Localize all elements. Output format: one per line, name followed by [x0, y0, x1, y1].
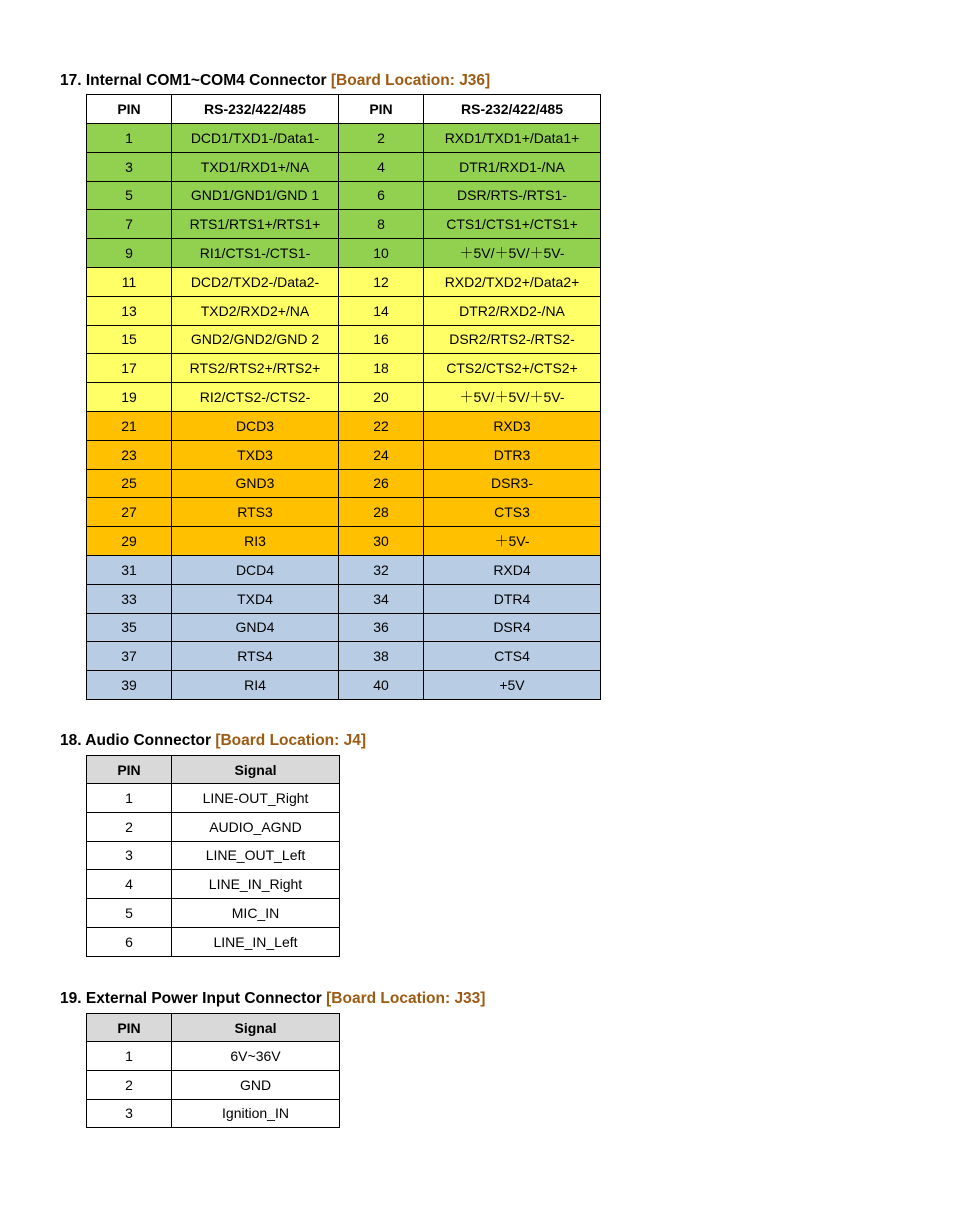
pin-cell: 10 — [339, 239, 424, 268]
table-row — [87, 267, 601, 296]
pin-cell: 3 — [87, 1099, 172, 1128]
signal-cell: CTS3 — [424, 498, 601, 527]
signal-cell: DCD3 — [172, 411, 339, 440]
section-18-location: [Board Location: J4] — [215, 732, 367, 749]
signal-cell: TXD3 — [172, 440, 339, 469]
table-row — [87, 642, 601, 671]
section-19-title — [60, 990, 485, 1008]
table-row — [87, 325, 601, 354]
signal-cell: RTS4 — [172, 642, 339, 671]
table-row — [87, 239, 601, 268]
section-17-heading: 17. Internal COM1~COM4 Connector — [60, 72, 327, 89]
table-row — [87, 1099, 340, 1128]
pin-cell: 34 — [339, 584, 424, 613]
pin-cell: 32 — [339, 555, 424, 584]
table-row — [87, 927, 340, 956]
table-row — [87, 440, 601, 469]
audio-header-pin: PIN — [87, 756, 172, 784]
audio-header-signal: Signal — [172, 756, 340, 784]
pin-cell: 37 — [87, 642, 172, 671]
power-header-pin: PIN — [87, 1014, 172, 1042]
signal-cell: RI3 — [172, 527, 339, 556]
pin-cell: 24 — [339, 440, 424, 469]
pin-cell: 31 — [87, 555, 172, 584]
signal-cell: DTR1/RXD1-/NA — [424, 152, 601, 181]
signal-cell: CTS2/CTS2+/CTS2+ — [424, 354, 601, 383]
table-row — [87, 870, 340, 899]
pin-cell: 9 — [87, 239, 172, 268]
section-19-heading: 19. External Power Input Connector — [60, 990, 322, 1007]
table-row — [87, 411, 601, 440]
table-row — [87, 784, 340, 813]
pin-cell: 22 — [339, 411, 424, 440]
signal-cell: GND4 — [172, 613, 339, 642]
signal-cell: ＋5V/＋5V/＋5V- — [424, 239, 601, 268]
table-row — [87, 527, 601, 556]
signal-cell: DSR3- — [424, 469, 601, 498]
pin-cell: 17 — [87, 354, 172, 383]
signal-cell: RTS1/RTS1+/RTS1+ — [172, 210, 339, 239]
signal-cell: CTS4 — [424, 642, 601, 671]
signal-cell: DTR4 — [424, 584, 601, 613]
pin-cell: 5 — [87, 899, 172, 928]
section-18-title — [60, 732, 366, 750]
pin-cell: 27 — [87, 498, 172, 527]
table-row — [87, 354, 601, 383]
signal-cell: DCD2/TXD2-/Data2- — [172, 267, 339, 296]
signal-cell: Ignition_IN — [172, 1099, 340, 1128]
table-row — [87, 210, 601, 239]
pin-cell: 1 — [87, 124, 172, 153]
pin-cell: 7 — [87, 210, 172, 239]
pin-cell: 29 — [87, 527, 172, 556]
pin-cell: 6 — [339, 181, 424, 210]
pin-cell: 36 — [339, 613, 424, 642]
signal-cell: RTS3 — [172, 498, 339, 527]
signal-cell: GND2/GND2/GND 2 — [172, 325, 339, 354]
signal-cell: RI1/CTS1-/CTS1- — [172, 239, 339, 268]
signal-cell: TXD1/RXD1+/NA — [172, 152, 339, 181]
pin-cell: 38 — [339, 642, 424, 671]
signal-cell: LINE_IN_Left — [172, 927, 340, 956]
pin-cell: 4 — [339, 152, 424, 181]
audio-connector-table — [86, 755, 340, 957]
header-pin-b: PIN — [339, 95, 424, 124]
table-row — [87, 841, 340, 870]
pin-cell: 21 — [87, 411, 172, 440]
table-row — [87, 1070, 340, 1099]
pin-cell: 8 — [339, 210, 424, 239]
pin-cell: 14 — [339, 296, 424, 325]
table-row — [87, 296, 601, 325]
signal-cell: LINE_OUT_Left — [172, 841, 340, 870]
signal-cell: DCD1/TXD1-/Data1- — [172, 124, 339, 153]
table-row — [87, 383, 601, 412]
signal-cell: DSR2/RTS2-/RTS2- — [424, 325, 601, 354]
signal-cell: TXD4 — [172, 584, 339, 613]
pin-cell: 19 — [87, 383, 172, 412]
signal-cell: GND1/GND1/GND 1 — [172, 181, 339, 210]
power-table-body — [87, 1042, 340, 1128]
com-connector-table — [86, 94, 601, 700]
pin-cell: 11 — [87, 267, 172, 296]
signal-cell: RI4 — [172, 671, 339, 700]
pin-cell: 3 — [87, 841, 172, 870]
pin-cell: 35 — [87, 613, 172, 642]
header-pin-a: PIN — [87, 95, 172, 124]
section-17-title — [60, 72, 490, 90]
table-row — [87, 812, 340, 841]
audio-table-body — [87, 784, 340, 957]
section-18-heading: 18. Audio Connector — [60, 732, 211, 749]
signal-cell: GND — [172, 1070, 340, 1099]
signal-cell: MIC_IN — [172, 899, 340, 928]
pin-cell: 26 — [339, 469, 424, 498]
table-row — [87, 181, 601, 210]
signal-cell: TXD2/RXD2+/NA — [172, 296, 339, 325]
power-header-signal: Signal — [172, 1014, 340, 1042]
signal-cell: LINE_IN_Right — [172, 870, 340, 899]
pin-cell: 20 — [339, 383, 424, 412]
pin-cell: 33 — [87, 584, 172, 613]
table-row — [87, 671, 601, 700]
signal-cell: ＋5V/＋5V/＋5V- — [424, 383, 601, 412]
section-19-location: [Board Location: J33] — [326, 990, 486, 1007]
pin-cell: 30 — [339, 527, 424, 556]
signal-cell: AUDIO_AGND — [172, 812, 340, 841]
pin-cell: 18 — [339, 354, 424, 383]
table-row — [87, 555, 601, 584]
signal-cell: GND3 — [172, 469, 339, 498]
pin-cell: 2 — [339, 124, 424, 153]
table-row — [87, 124, 601, 153]
signal-cell: LINE-OUT_Right — [172, 784, 340, 813]
signal-cell: DTR2/RXD2-/NA — [424, 296, 601, 325]
power-connector-table — [86, 1013, 340, 1128]
table-row — [87, 469, 601, 498]
header-signal-b: RS-232/422/485 — [424, 95, 601, 124]
signal-cell: RXD1/TXD1+/Data1+ — [424, 124, 601, 153]
signal-cell: ＋5V- — [424, 527, 601, 556]
pin-cell: 5 — [87, 181, 172, 210]
signal-cell: RTS2/RTS2+/RTS2+ — [172, 354, 339, 383]
signal-cell: DCD4 — [172, 555, 339, 584]
pin-cell: 1 — [87, 784, 172, 813]
signal-cell: 6V~36V — [172, 1042, 340, 1071]
section-17-location: [Board Location: J36] — [330, 72, 491, 89]
header-signal-a: RS-232/422/485 — [172, 95, 339, 124]
signal-cell: DTR3 — [424, 440, 601, 469]
pin-cell: 12 — [339, 267, 424, 296]
table-row — [87, 152, 601, 181]
pin-cell: 39 — [87, 671, 172, 700]
pin-cell: 25 — [87, 469, 172, 498]
pin-cell: 3 — [87, 152, 172, 181]
table-row — [87, 1042, 340, 1071]
pin-cell: 16 — [339, 325, 424, 354]
pin-cell: 6 — [87, 927, 172, 956]
pin-cell: 4 — [87, 870, 172, 899]
table-row — [87, 899, 340, 928]
pin-cell: 13 — [87, 296, 172, 325]
table-row — [87, 498, 601, 527]
com-table-body — [87, 124, 601, 700]
pin-cell: 2 — [87, 1070, 172, 1099]
signal-cell: DSR/RTS-/RTS1- — [424, 181, 601, 210]
signal-cell: DSR4 — [424, 613, 601, 642]
signal-cell: RI2/CTS2-/CTS2- — [172, 383, 339, 412]
pin-cell: 2 — [87, 812, 172, 841]
signal-cell: CTS1/CTS1+/CTS1+ — [424, 210, 601, 239]
pin-cell: 40 — [339, 671, 424, 700]
pin-cell: 1 — [87, 1042, 172, 1071]
pin-cell: 23 — [87, 440, 172, 469]
table-row — [87, 613, 601, 642]
signal-cell: +5V — [424, 671, 601, 700]
signal-cell: RXD4 — [424, 555, 601, 584]
pin-cell: 28 — [339, 498, 424, 527]
signal-cell: RXD2/TXD2+/Data2+ — [424, 267, 601, 296]
table-row — [87, 584, 601, 613]
pin-cell: 15 — [87, 325, 172, 354]
signal-cell: RXD3 — [424, 411, 601, 440]
